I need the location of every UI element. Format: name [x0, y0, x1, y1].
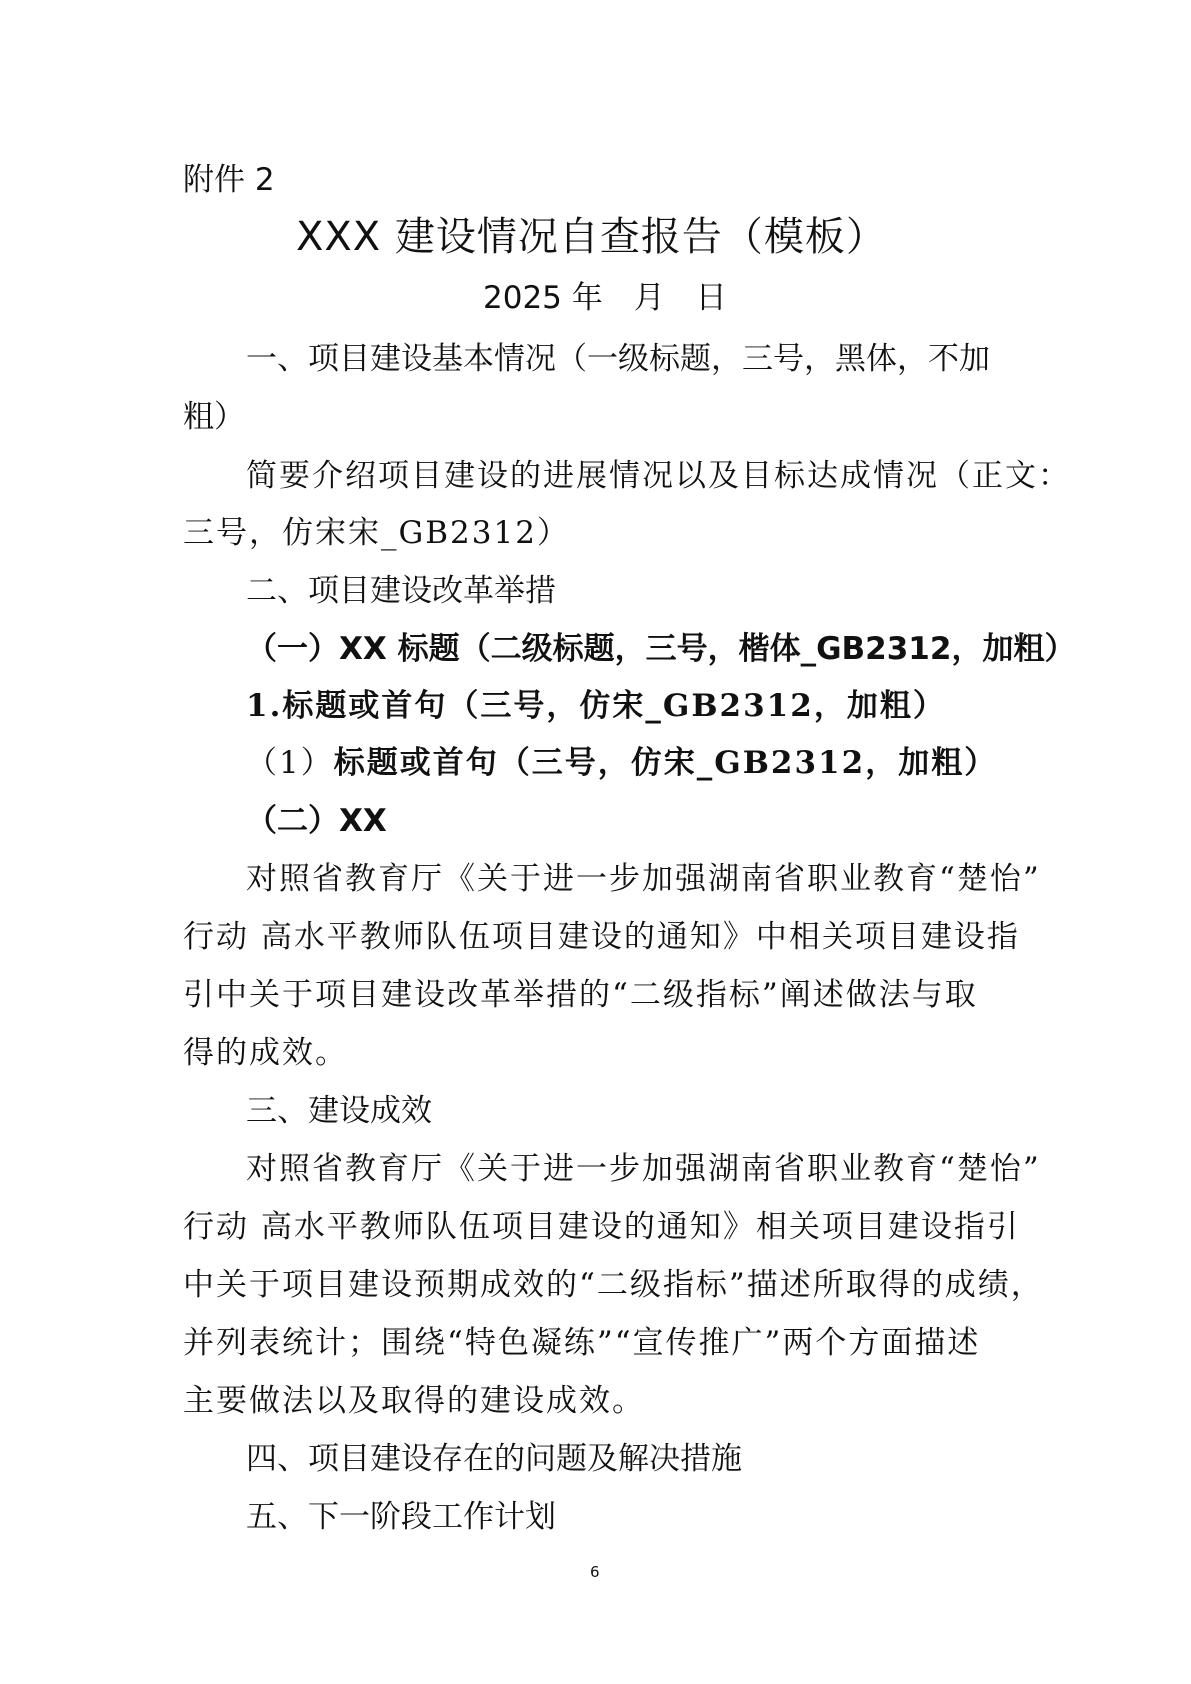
section2-body-line2: 行动 高水平教师队伍项目建设的通知》中相关项目建设指 — [183, 919, 1020, 955]
document-title: XXX 建设情况自查报告（模板） — [296, 214, 887, 260]
page-number: 6 — [590, 1563, 600, 1581]
section2-subitem-1 — [246, 743, 997, 783]
section3-body-line4: 并列表统计；围绕“特色凝练”“宣传推广”两个方面描述 — [183, 1325, 981, 1361]
section1-body-line2: 三号，仿宋宋_GB2312） — [183, 515, 570, 551]
section4-heading: 四、项目建设存在的问题及解决措施 — [246, 1441, 742, 1477]
subitem-text: 标题或首句（三号，仿宋_GB2312，加粗） — [333, 745, 998, 781]
section2-subheading-1: （一）XX 标题（二级标题，三号，楷体_GB2312，加粗） — [246, 631, 1076, 667]
section3-body-line2: 行动 高水平教师队伍项目建设的通知》相关项目建设指引 — [183, 1209, 1020, 1245]
report-date: 2025 年 月 日 — [483, 280, 727, 316]
attachment-label: 附件 2 — [183, 162, 275, 198]
section2-item-1: 1.标题或首句（三号，仿宋_GB2312，加粗） — [246, 688, 946, 724]
section2-subheading-2: （二）XX — [246, 803, 387, 839]
subitem-number: （1） — [246, 745, 334, 781]
section3-body-line1: 对照省教育厅《关于进一步加强湖南省职业教育“楚怡” — [246, 1151, 1041, 1187]
section1-body-line1: 简要介绍项目建设的进展情况以及目标达成情况（正文： — [246, 458, 1071, 494]
section2-body-line1: 对照省教育厅《关于进一步加强湖南省职业教育“楚怡” — [246, 861, 1041, 897]
section3-heading: 三、建设成效 — [246, 1093, 432, 1129]
section3-body-line5: 主要做法以及取得的建设成效。 — [183, 1383, 645, 1419]
section1-heading-line2: 粗） — [183, 399, 245, 435]
section1-heading-line1: 一、项目建设基本情况（一级标题，三号，黑体，不加 — [246, 341, 990, 377]
section5-heading: 五、下一阶段工作计划 — [246, 1499, 556, 1535]
section2-body-line3: 引中关于项目建设改革举措的“二级指标”阐述做法与取 — [183, 977, 978, 1013]
section2-body-line4: 得的成效。 — [183, 1035, 348, 1071]
section3-body-line3: 中关于项目建设预期成效的“二级指标”描述所取得的成绩， — [183, 1267, 1044, 1303]
section2-heading: 二、项目建设改革举措 — [246, 573, 556, 609]
